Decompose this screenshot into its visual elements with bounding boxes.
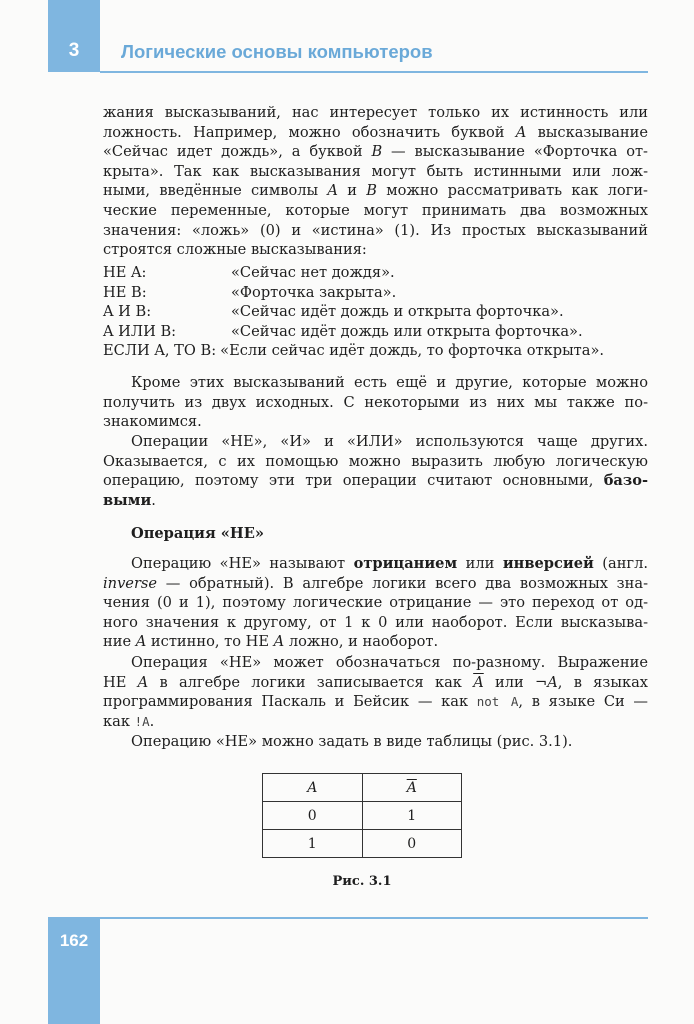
example-key: A ИЛИ B: (103, 322, 177, 340)
example-text: «Форточка закрыта». (231, 283, 397, 301)
paragraph-basic-operations (103, 432, 648, 510)
text-line (103, 393, 648, 413)
text-segment: (англ. (593, 555, 648, 572)
table-cell: 1 (263, 830, 363, 858)
text-segment: Операция «НЕ» может обозначаться по-разному. Выражение (131, 654, 648, 671)
text-segment: . (151, 491, 156, 509)
example-key: ЕСЛИ A, ТО B: (103, 342, 217, 360)
chapter-title: Логические основы компьютеров (121, 41, 433, 62)
text-line (103, 373, 648, 393)
text-segment: . (149, 712, 155, 730)
text-segment: Кроме этих высказываний есть ещё и другие, которые можно (131, 374, 648, 391)
text-segment: «Сейчас идет дождь», а буквой (103, 143, 372, 161)
text-segment: высказывание (526, 123, 648, 141)
text-segment: отрицанием (353, 555, 458, 572)
text-segment: ложность. Например, можно обозначить буквой (103, 123, 516, 141)
text-segment: Операции «НЕ», «И» и «ИЛИ» используются чаще других. (131, 433, 648, 450)
text-line (103, 452, 648, 472)
examples-list (103, 263, 604, 361)
text-segment: в алгебре логики записывается как (148, 673, 474, 691)
text-segment: A (327, 182, 338, 200)
text-segment: , в языке Си — (518, 693, 649, 711)
text-segment: — высказывание «Форточка от- (382, 143, 648, 161)
text-line (103, 471, 648, 491)
text-line (103, 432, 648, 452)
text-line (103, 593, 648, 613)
text-segment: A (135, 633, 147, 651)
text-segment: операцию, поэтому эти три операции считают основными, (103, 472, 604, 490)
text-segment: чения (0 и 1), поэтому логические отрицание — это переход от од- (103, 594, 648, 612)
text-segment: выми (103, 491, 152, 509)
text-segment: Оказывается, с их помощью можно выразить любую логическую (103, 452, 648, 470)
example-key: A И B: (103, 303, 152, 321)
text-segment: , в языках (557, 673, 649, 691)
text-line (103, 181, 648, 201)
table-cell: 1 (362, 802, 462, 830)
text-line (103, 673, 648, 693)
text-segment: инверсией (502, 555, 594, 572)
header-a: A (263, 774, 363, 802)
text-line (103, 554, 648, 574)
text-line (103, 692, 648, 712)
example-row (103, 341, 604, 361)
table-cell: 0 (263, 802, 363, 830)
example-text: «Сейчас нет дождя». (231, 264, 395, 281)
text-segment: ными, введённые символы (103, 182, 328, 200)
text-line (103, 653, 648, 673)
text-segment: inverse (103, 574, 158, 592)
text-segment: ние (103, 633, 136, 651)
text-segment: или (457, 555, 503, 572)
text-segment: B (366, 182, 377, 200)
text-segment: A (515, 123, 527, 141)
text-line (103, 632, 648, 652)
text-segment: или ¬ (483, 673, 548, 691)
text-segment: ческие переменные, которые могут принимать два возможных (103, 201, 648, 219)
text-segment: жания высказываний, нас интересует только их истинность или (103, 104, 648, 121)
table-cell: 0 (362, 830, 462, 858)
text-segment: как (103, 712, 135, 730)
text-line (103, 162, 648, 182)
text-segment: — обратный). В алгебре логики всего два возможных зна- (157, 574, 648, 592)
table-row (263, 802, 462, 830)
text-segment: A (137, 673, 149, 691)
text-segment: крыта». Так как высказывания могут быть истинными или лож- (103, 162, 648, 180)
footer-rule (100, 917, 648, 919)
header-rule (100, 71, 648, 73)
text-segment: A (273, 633, 285, 651)
text-line (103, 240, 648, 260)
text-line (103, 732, 648, 752)
chapter-number: 3 (68, 40, 80, 61)
text-line (103, 123, 648, 143)
example-row (103, 263, 604, 283)
table-row (263, 830, 462, 858)
paragraph-notation (103, 653, 648, 731)
example-text: «Сейчас идёт дождь или открыта форточка». (231, 322, 583, 340)
text-line (103, 201, 648, 221)
text-segment: получить из двух исходных. С некоторыми из них мы также по- (103, 393, 648, 411)
text-segment: знакомимся. (103, 413, 202, 431)
text-segment: Операцию «НЕ» можно задать в виде таблицы (рис. 3.1). (131, 733, 573, 750)
paragraph-intro (103, 103, 648, 260)
text-segment: B (371, 143, 383, 161)
text-segment: базо- (603, 472, 648, 490)
text-segment: not A (476, 694, 519, 710)
figure-caption: Рис. 3.1 (332, 874, 392, 889)
text-segment: A (547, 673, 558, 691)
text-segment: НЕ (103, 673, 138, 691)
text-line (103, 712, 648, 732)
text-segment: и (337, 182, 367, 200)
example-row (103, 302, 604, 322)
text-segment: можно рассматривать как логи- (376, 182, 648, 200)
example-key: НЕ B: (103, 283, 147, 301)
text-line (103, 221, 648, 241)
header-not-a: $\overline{A}$ (362, 774, 462, 802)
text-segment: строятся сложные высказывания: (103, 241, 367, 259)
text-segment: !A (134, 713, 150, 729)
page-number: 162 (59, 931, 89, 950)
text-segment: истинно, то НЕ (146, 633, 274, 651)
example-key: НЕ A: (103, 264, 147, 281)
text-segment: значения: «ложь» (0) и «истина» (1). Из простых высказываний (103, 221, 648, 239)
text-line (103, 103, 648, 123)
text-segment: Операцию «НЕ» называют (131, 555, 354, 572)
table-header-row (263, 774, 462, 802)
section-heading: Операция «НЕ» (131, 525, 264, 542)
example-text: «Если сейчас идёт дождь, то форточка открыта». (220, 342, 605, 360)
text-line (103, 142, 648, 162)
text-segment: ложно, и наоборот. (284, 633, 439, 651)
paragraph-table-intro (103, 732, 648, 752)
example-text: «Сейчас идёт дождь и открыта форточка». (231, 303, 564, 321)
truth-table (262, 773, 462, 858)
text-segment: $\overline{A}$ (473, 673, 484, 691)
text-line (103, 412, 648, 432)
text-line (103, 491, 648, 511)
paragraph-other-statements (103, 373, 648, 432)
text-line (103, 613, 648, 633)
example-row (103, 283, 604, 303)
text-line (103, 574, 648, 594)
paragraph-negation (103, 554, 648, 652)
example-row (103, 322, 604, 342)
text-segment: программирования Паскаль и Бейсик — как (103, 693, 477, 711)
text-segment: ного значения к другому, от 1 к 0 или наоборот. Если высказыва- (103, 613, 648, 631)
